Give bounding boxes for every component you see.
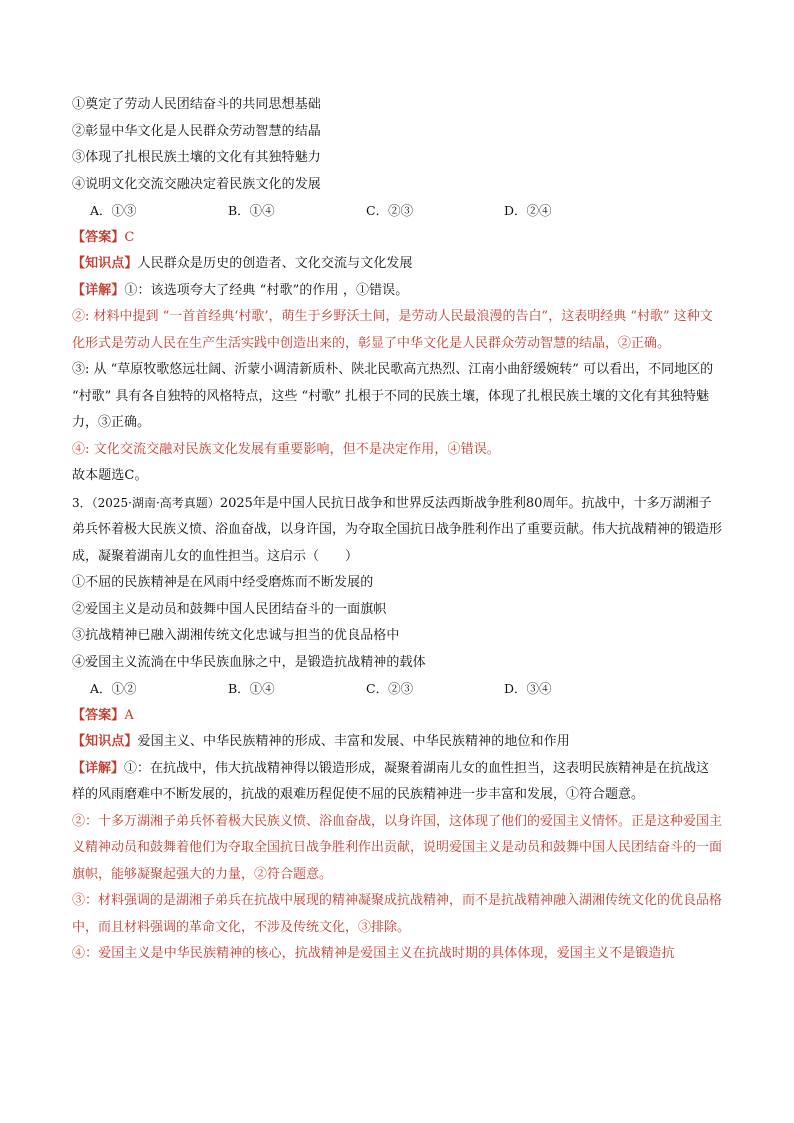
- q2-detail-1-text: ①：该选项夸大了经典 “村歌”的作用 ，①错误。: [124, 282, 409, 298]
- q2-detail-4: ④: 文化交流交融对民族文化发展有重要影响，但不是决定作用，④错误。: [72, 441, 500, 457]
- q3-knowledge: [72, 729, 722, 756]
- q3-knowledge-text: 爱国主义、中华民族精神的形成、丰富和发展、中华民族精神的地位和作用: [137, 734, 570, 749]
- q3-choices: [72, 676, 722, 703]
- q2-detail-2: ②: 材料中提到 “一首首经典‘村歌’，萌生于乡野沃土间，是劳动人民最浪漫的告白”，这表明经典 “村歌” 这种文化形式是劳动人民在生产生活实践中创造出来的，彰显了中华文化是人民群众劳动智慧的结晶，②正确。: [72, 309, 713, 351]
- q2-answer-value: C: [124, 229, 135, 245]
- q3-detail-tag: 【详解】: [72, 760, 125, 776]
- q3-stem-text: 2025年是中国人民抗日战争和世界反法西斯战争胜利80周年。抗战中，十多万湖湘子弟兵怀着极大民族义愤、浴血奋战，以身许国，为夺取全国抗日战争胜利作出了重要贡献。伟大抗战精神的锻造形成，凝聚着湖南儿女的血性担当。这启示（ ）: [72, 495, 723, 564]
- q3-choice-b: B．①④: [228, 681, 275, 696]
- q2-option-3: ③体现了扎根民族土壤的文化有其独特魅力: [72, 150, 321, 165]
- q3-option-1: ①不屈的民族精神是在风雨中经受磨炼而不断发展的: [72, 575, 374, 590]
- q2-choice-a: A．①③: [90, 203, 137, 218]
- q3-knowledge-tag: 【知识点】: [72, 734, 138, 749]
- q2-choice-b: B．①④: [228, 203, 275, 218]
- q2-option-4: ④说明文化交流交融决定着民族文化的发展: [72, 176, 321, 192]
- q2-knowledge: [72, 251, 722, 278]
- q3-stem: [72, 490, 722, 571]
- q2-knowledge-tag: 【知识点】: [72, 256, 138, 271]
- q2-option-2: ②彰显中华文化是人民群众劳动智慧的结晶: [72, 123, 321, 139]
- q2-choices: [72, 198, 722, 225]
- q3-detail-4: ④：爱国主义是中华民族精神的核心，抗战精神是爱国主义在抗战时期的具体体现，爱国主义不是锻造抗: [72, 946, 675, 961]
- q3-source: （2025·湖南·高考真题）: [91, 495, 220, 510]
- q2-detail-3: ③: 从 “草原牧歌悠远壮阔、沂蒙小调清新质朴、陕北民歌高亢热烈、江南小曲舒缓婉转” 可以看出，不同地区的 “村歌” 具有各自独特的风格特点，这些 “村歌” 扎根于不同的民族土壤，体现了扎根民族土壤的文化有其独特魅力，③正确。: [72, 362, 714, 430]
- q2-detail-tag: 【详解】: [72, 282, 125, 298]
- q3-choice-a: A．①②: [90, 681, 137, 696]
- q2-choice-c: C．②③: [366, 203, 414, 218]
- q3-detail-1: [72, 756, 722, 809]
- q3-choice-c: C．②③: [366, 681, 414, 696]
- q2-detail-1: [72, 278, 722, 305]
- q3-choice-d: D．③④: [504, 681, 552, 696]
- document-content: [72, 92, 722, 968]
- q2-option-1: ①奠定了劳动人民团结奋斗的共同思想基础: [72, 97, 321, 112]
- q3-answer: [72, 703, 722, 730]
- q2-conclusion: 故本题选C。: [72, 468, 148, 483]
- q3-detail-1-text: ①：在抗战中，伟大抗战精神得以锻造形成，凝聚着湖南儿女的血性担当，这表明民族精神是在抗战这样的风雨磨难中不断发展的，抗战的艰难历程促使不屈的民族精神进一步丰富和发展，①符合题意。: [72, 760, 710, 802]
- q3-option-4: ④爱国主义流淌在中华民族血脉之中，是锻造抗战精神的载体: [72, 654, 426, 670]
- q2-answer: [72, 225, 722, 252]
- q2-choice-d: D．②④: [504, 203, 552, 218]
- q3-option-2: ②爱国主义是动员和鼓舞中国人民团结奋斗的一面旗帜: [72, 601, 387, 617]
- q3-answer-value: A: [124, 707, 134, 723]
- q3-option-3: ③抗战精神已融入湖湘传统文化忠诚与担当的优良品格中: [72, 628, 400, 643]
- q3-answer-tag: 【答案】: [72, 707, 125, 723]
- q2-answer-tag: 【答案】: [72, 229, 125, 245]
- q3-detail-3: ③：材料强调的是湖湘子弟兵在抗战中展现的精神凝聚成抗战精神，而不是抗战精神融入湖湘传统文化的优良品格中，而且材料强调的革命文化，不涉及传统文化，③排除。: [72, 893, 723, 935]
- q3-detail-2: ②：十多万湖湘子弟兵怀着极大民族义愤、浴血奋战，以身许国，这体现了他们的爱国主义情怀。正是这种爱国主义精神动员和鼓舞着他们为夺取全国抗日战争胜利作出贡献，说明爱国主义是动员和鼓舞中国人民团结奋斗的一面旗帜，能够凝聚起强大的力量，②符合题意。: [72, 813, 723, 882]
- q3-number: 3．: [72, 495, 92, 510]
- q2-knowledge-text: 人民群众是历史的创造者、文化交流与文化发展: [137, 256, 413, 271]
